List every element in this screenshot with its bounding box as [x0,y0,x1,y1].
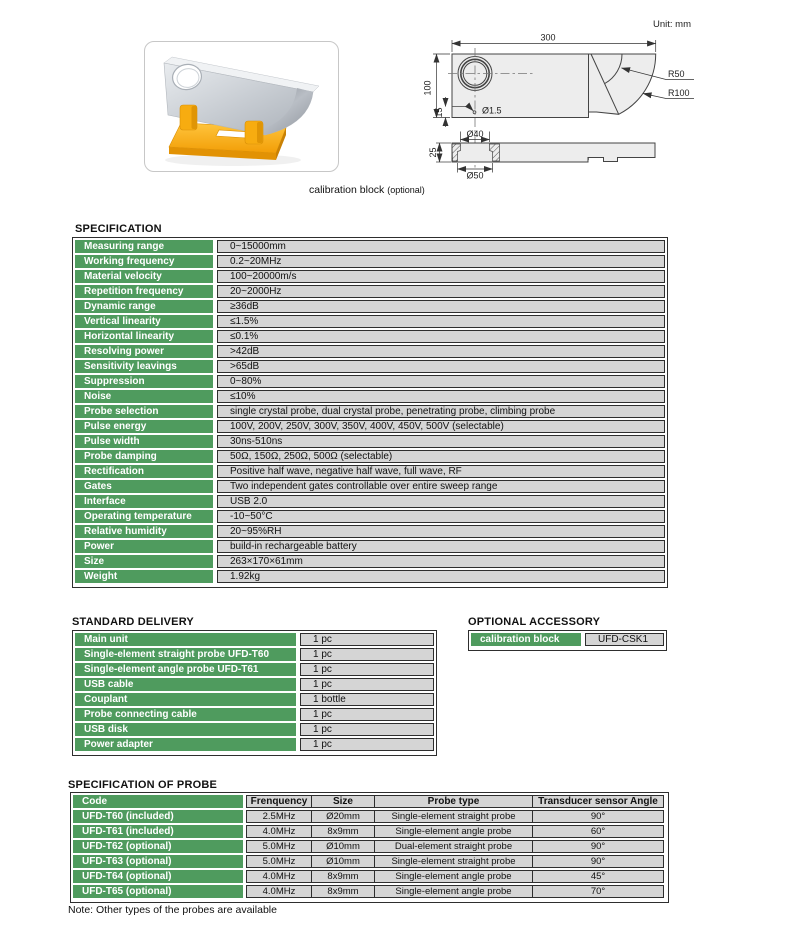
probe-rows [73,810,666,898]
technical-drawing [410,0,800,215]
dim-height: 100 [422,80,433,96]
spec-value: build-in rechargeable battery [217,540,665,553]
photo-caption-text: calibration block [309,184,385,196]
spec-value: 100V, 200V, 250V, 300V, 350V, 400V, 450V, 500V (selectable) [217,420,665,433]
delivery-qty: 1 bottle [300,693,434,706]
table-row [75,270,665,283]
section-view [452,143,655,162]
probe-angle: 70° [532,885,664,898]
table-row [75,540,665,553]
probe-angle: 45° [532,870,664,883]
spec-value: 0~80% [217,375,665,388]
probe-code: UFD-T65 (optional) [73,885,243,898]
spec-value: single crystal probe, dual crystal probe, penetrating probe, climbing probe [217,405,665,418]
probe-spec-table [70,792,669,903]
calibration-block-illustration [145,42,338,171]
table-row [75,678,434,691]
spec-label: Probe damping [75,450,213,463]
spec-label: Sensitivity leavings [75,360,213,373]
unit-label: Unit: mm [653,19,691,30]
col-header-size: Size [311,795,375,808]
probe-code: UFD-T63 (optional) [73,855,243,868]
delivery-item: USB disk [75,723,296,736]
spec-label: Repetition frequency [75,285,213,298]
probe-frequency: 5.0MHz [246,840,312,853]
spec-value: 0~15000mm [217,240,665,253]
table-row [73,825,666,838]
probe-type: Dual-element straight probe [374,840,533,853]
delivery-item: Couplant [75,693,296,706]
delivery-qty: 1 pc [300,633,434,646]
spec-value: 263×170×61mm [217,555,665,568]
table-row [75,450,665,463]
probe-code: UFD-T61 (included) [73,825,243,838]
probe-frequency: 4.0MHz [246,885,312,898]
table-row [471,633,664,646]
optional-accessory-heading: OPTIONAL ACCESSORY [468,616,601,628]
table-row [75,420,665,433]
table-row [73,885,666,898]
spec-label: Suppression [75,375,213,388]
photo-caption-qualifier: (optional) [387,185,425,195]
spec-label: Noise [75,390,213,403]
spec-label: Pulse energy [75,420,213,433]
table-row [75,435,665,448]
delivery-qty: 1 pc [300,678,434,691]
spec-label: Operating temperature [75,510,213,523]
table-row [75,633,434,646]
table-row [75,525,665,538]
table-row [75,465,665,478]
probe-size: 8x9mm [311,825,375,838]
table-row [75,663,434,676]
spec-label: Working frequency [75,255,213,268]
accessory-item: calibration block [471,633,581,646]
table-row [75,648,434,661]
probe-type: Single-element straight probe [374,810,533,823]
clamp-left [180,105,197,130]
probe-angle: 60° [532,825,664,838]
table-row [75,495,665,508]
clamp-right [245,121,263,144]
col-header-angle: Transducer sensor Angle [532,795,664,808]
table-row [75,360,665,373]
probe-frequency: 2.5MHz [246,810,312,823]
dim-small-hole: Ø1.5 [482,105,502,116]
spec-label: Horizontal linearity [75,330,213,343]
spec-value: 20~2000Hz [217,285,665,298]
spec-label: Rectification [75,465,213,478]
table-row [75,570,665,583]
specification-heading: SPECIFICATION [75,223,162,235]
spec-label: Weight [75,570,213,583]
spec-label: Pulse width [75,435,213,448]
delivery-qty: 1 pc [300,738,434,751]
probe-code: UFD-T64 (optional) [73,870,243,883]
probe-type: Single-element angle probe [374,885,533,898]
spec-label: Measuring range [75,240,213,253]
dim-thickness: 25 [428,147,438,158]
spec-label: Vertical linearity [75,315,213,328]
dim-r100: R100 [668,88,690,98]
delivery-qty: 1 pc [300,663,434,676]
table-row [75,240,665,253]
table-row [75,480,665,493]
probe-angle: 90° [532,810,664,823]
spec-label: Interface [75,495,213,508]
optional-accessory-table [468,630,667,651]
spec-label: Probe selection [75,405,213,418]
note-text: Note: Other types of the probes are available [68,904,277,916]
delivery-item: Probe connecting cable [75,708,296,721]
table-row [75,390,665,403]
table-row [75,555,665,568]
table-row [75,345,665,358]
probe-angle: 90° [532,855,664,868]
spec-label: Relative humidity [75,525,213,538]
table-row [75,255,665,268]
calibration-block-photo [144,41,339,172]
table-row [75,375,665,388]
probe-size: Ø20mm [311,810,375,823]
spec-value: 50Ω, 150Ω, 250Ω, 500Ω (selectable) [217,450,665,463]
table-row [73,840,666,853]
spec-value: ≤1.5% [217,315,665,328]
delivery-qty: 1 pc [300,708,434,721]
table-row [75,708,434,721]
probe-header-row [73,795,666,808]
specification-table [72,237,668,588]
photo-caption [309,184,425,196]
spec-value: USB 2.0 [217,495,665,508]
accessory-code: UFD-CSK1 [585,633,664,646]
dim-r50: R50 [668,69,685,79]
probe-spec-heading: SPECIFICATION OF PROBE [68,779,218,791]
probe-frequency: 4.0MHz [246,870,312,883]
table-row [75,510,665,523]
table-row [75,723,434,736]
table-row [75,330,665,343]
delivery-item: Single-element angle probe UFD-T61 [75,663,296,676]
spec-value: 20~95%RH [217,525,665,538]
spec-label: Resolving power [75,345,213,358]
dim-step: 15 [434,107,444,118]
spec-label: Power [75,540,213,553]
table-row [75,315,665,328]
spec-value: 1.92kg [217,570,665,583]
table-row [75,285,665,298]
table-row [75,738,434,751]
probe-size: 8x9mm [311,885,375,898]
probe-size: Ø10mm [311,840,375,853]
spec-value: ≤10% [217,390,665,403]
col-header-frequency: Frenquency [246,795,312,808]
delivery-qty: 1 pc [300,648,434,661]
delivery-item: Single-element straight probe UFD-T60 [75,648,296,661]
spec-value: Two independent gates controllable over entire sweep range [217,480,665,493]
standard-delivery-heading: STANDARD DELIVERY [72,616,194,628]
probe-angle: 90° [532,840,664,853]
standard-delivery-table [72,630,437,756]
spec-value: ≥36dB [217,300,665,313]
spec-label: Gates [75,480,213,493]
spec-label: Dynamic range [75,300,213,313]
spec-value: 100~20000m/s [217,270,665,283]
probe-code: UFD-T62 (optional) [73,840,243,853]
table-row [73,870,666,883]
table-row [75,300,665,313]
probe-frequency: 4.0MHz [246,825,312,838]
table-row [73,855,666,868]
probe-code: UFD-T60 (included) [73,810,243,823]
probe-type: Single-element angle probe [374,825,533,838]
probe-type: Single-element angle probe [374,870,533,883]
col-header-code: Code [73,795,243,808]
dim-bore-top: Ø40 [466,129,484,139]
dim-length: 300 [540,32,556,43]
delivery-item: USB cable [75,678,296,691]
table-row [73,810,666,823]
spec-value: >42dB [217,345,665,358]
delivery-qty: 1 pc [300,723,434,736]
table-row [75,693,434,706]
probe-type: Single-element straight probe [374,855,533,868]
delivery-item: Main unit [75,633,296,646]
spec-value: >65dB [217,360,665,373]
delivery-item: Power adapter [75,738,296,751]
spec-label: Material velocity [75,270,213,283]
spec-value: ≤0.1% [217,330,665,343]
spec-value: 0.2~20MHz [217,255,665,268]
dim-bore-bottom: Ø50 [466,170,484,181]
col-header-probe-type: Probe type [374,795,533,808]
spec-value: 30ns-510ns [217,435,665,448]
probe-frequency: 5.0MHz [246,855,312,868]
probe-size: Ø10mm [311,855,375,868]
spec-label: Size [75,555,213,568]
probe-size: 8x9mm [311,870,375,883]
spec-value: Positive half wave, negative half wave, full wave, RF [217,465,665,478]
table-row [75,405,665,418]
spec-value: -10~50°C [217,510,665,523]
